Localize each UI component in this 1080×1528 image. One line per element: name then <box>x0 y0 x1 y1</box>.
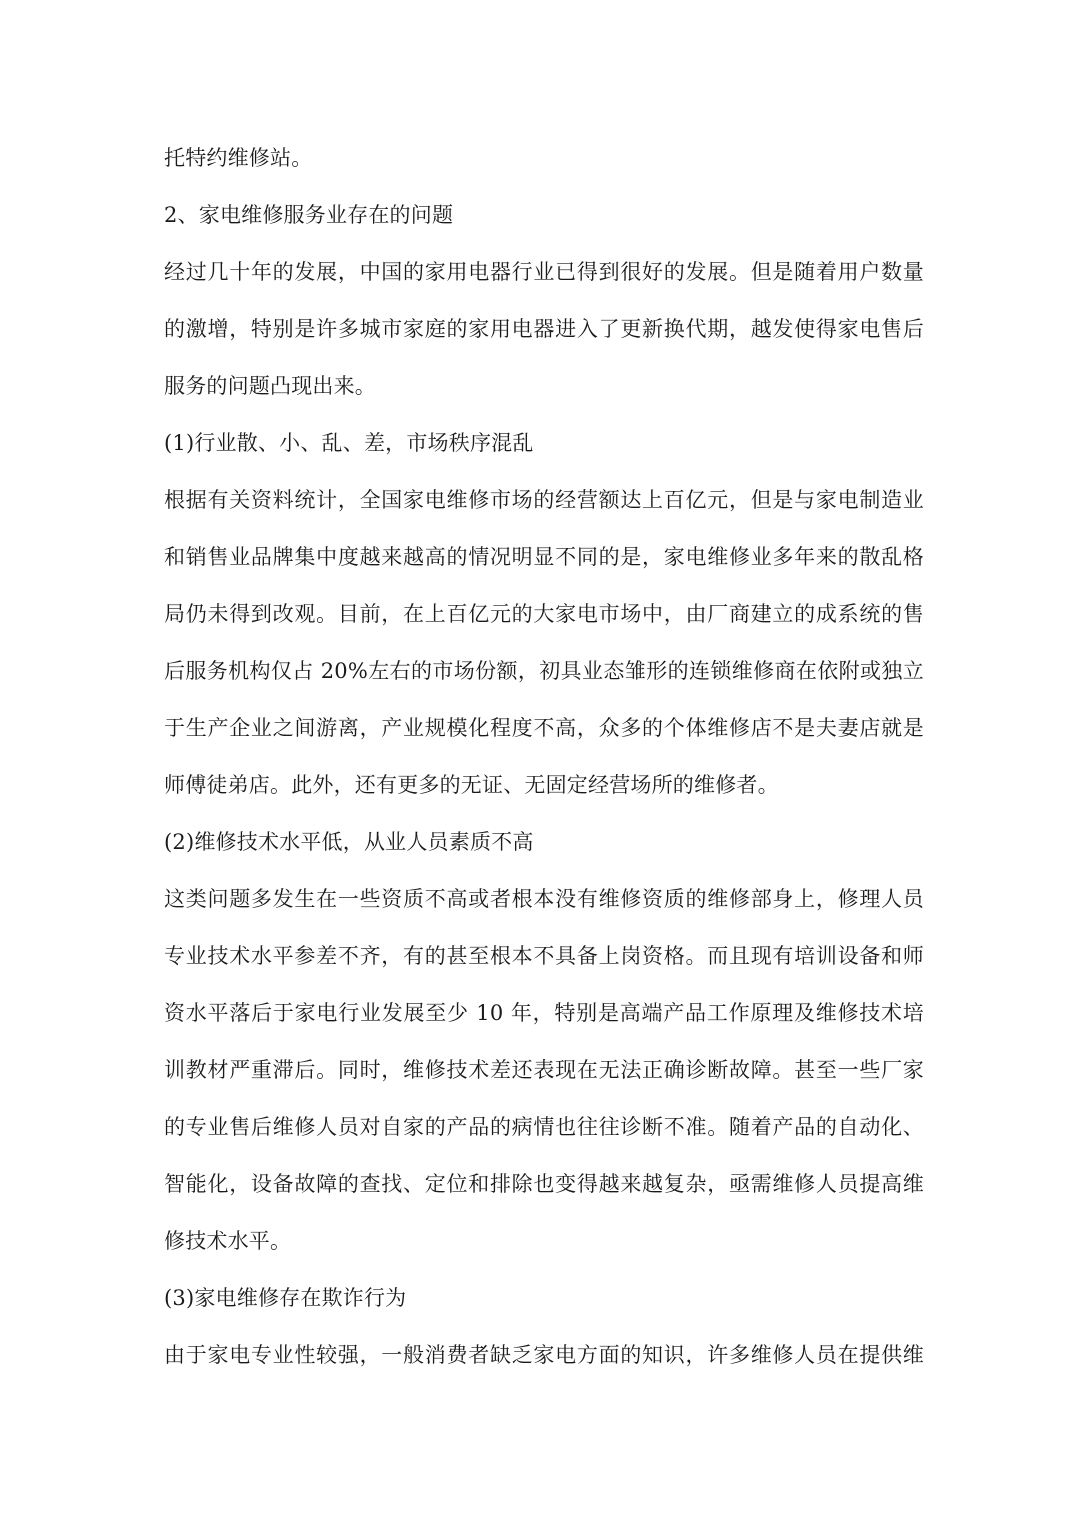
subsection-heading: (2)维修技术水平低，从业人员素质不高 <box>164 830 534 854</box>
text-line: 修技术水平。 <box>164 1229 292 1253</box>
text-line: 经过几十年的发展，中国的家用电器行业已得到很好的发展。但是随着用户数量 <box>164 260 924 284</box>
text-line: 服务的问题凸现出来。 <box>164 374 376 398</box>
text-line: 这类问题多发生在一些资质不高或者根本没有维修资质的维修部身上，修理人员 <box>164 887 924 911</box>
text-line: 的激增，特别是许多城市家庭的家用电器进入了更新换代期，越发使得家电售后 <box>164 317 924 341</box>
text-line: 后服务机构仅占 20%左右的市场份额，初具业态雏形的连锁维修商在依附或独立 <box>164 659 924 683</box>
text-line: 根据有关资料统计，全国家电维修市场的经营额达上百亿元，但是与家电制造业 <box>164 488 924 512</box>
text-line: 智能化，设备故障的查找、定位和排除也变得越来越复杂，亟需维修人员提高维 <box>164 1172 924 1196</box>
text-line: 和销售业品牌集中度越来越高的情况明显不同的是，家电维修业多年来的散乱格 <box>164 545 924 569</box>
subsection-heading: (3)家电维修存在欺诈行为 <box>164 1286 407 1310</box>
text-line: 局仍未得到改观。目前，在上百亿元的大家电市场中，由厂商建立的成系统的售 <box>164 602 924 626</box>
text-line: 于生产企业之间游离，产业规模化程度不高，众多的个体维修店不是夫妻店就是 <box>164 716 924 740</box>
text-line: 由于家电专业性较强，一般消费者缺乏家电方面的知识，许多维修人员在提供维 <box>164 1343 924 1367</box>
text-line: 的专业售后维修人员对自家的产品的病情也往往诊断不准。随着产品的自动化、 <box>164 1115 924 1139</box>
text-line: 师傅徒弟店。此外，还有更多的无证、无固定经营场所的维修者。 <box>164 773 779 797</box>
text-line: 专业技术水平参差不齐，有的甚至根本不具备上岗资格。而且现有培训设备和师 <box>164 944 924 968</box>
section-heading: 2、家电维修服务业存在的问题 <box>164 203 454 227</box>
subsection-heading: (1)行业散、小、乱、差，市场秩序混乱 <box>164 431 534 455</box>
text-line: 资水平落后于家电行业发展至少 10 年，特别是高端产品工作原理及维修技术培 <box>164 1001 924 1025</box>
text-line: 训教材严重滞后。同时，维修技术差还表现在无法正确诊断故障。甚至一些厂家 <box>164 1058 924 1082</box>
text-line: 托特约维修站。 <box>164 146 313 170</box>
